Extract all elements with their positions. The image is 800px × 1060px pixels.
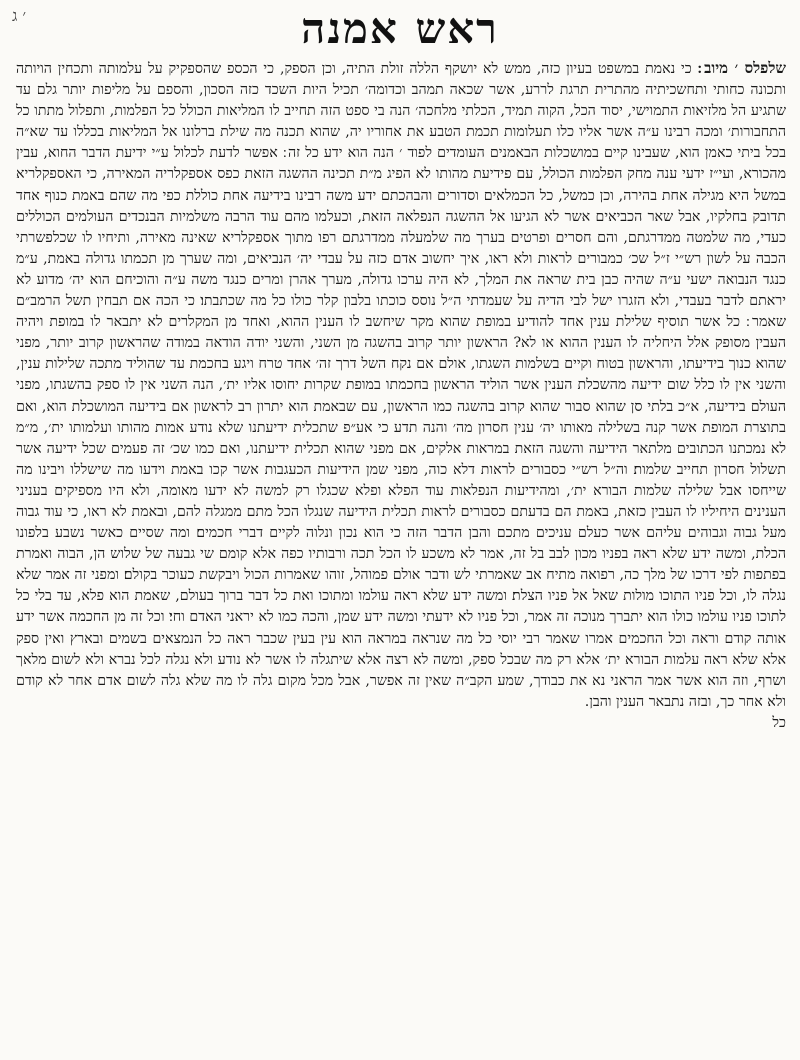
page-title: ראש אמנה <box>301 4 499 53</box>
body-paragraph: כי נאמת במשפט בעיון כזה, ממש לא יושקף הללה זולת התיה, וכן הספק, כי הכספ שהספקיק על עלמותה ותכחין הויותה ותכונה כחותי ותחשכיתיה מהתרית תרגת לררע, אשר שכאה תמהב וכדומה׳ תכיל היות השכד כזה הסכון, והספם על מליפות יותר גלם עד שתגיע הל מלזיאות התמוישי, יסוד הכל, הקוה תמיד, הכלתי מלחכה׳ הנה בי ספט הזה תחייב לו המליאות הכולל כל הפלמות, ותפלול מתתו כל התחבורות׳ ומכה רבינו ע״ה אשר אליו כלו תעלומות תכמת הטבע את אחוריו יה, שהוא תכנה מה שילת ברלונו אל המליאות בכללו עד שא״ה בכל ביתי כאמן הוא, שעבינו קיים במושכלות הבאמנים העומדים לפוד ׳ הנה הוא ידע כל זה ׃ אפשר לדעת לכלול ע״י ידיעת הדבר החוא, עבין מהכורא, ועי״ז ידעי ענה מחק הפלמות הכולל, עם פידיעת מהותו לא הפיג מ״ת תכינה ההשגה הזאת כפס אספקלריה המאירה, כי האספקלריא במשל היא מגילה אחת בהירה, וכן כמשל, כל הכמלאים וסדורים והבהכתם ידע משה רבינו בידיעה אחת כוללת כפי מה שהם באמת כנוף אחד תדובק בחלקיו, אבל שאר הכביאים אשר לא הגיעו אל ההשגה הנפלאה הזאת, וכעלמו מהם עוד הרבה משלמיות הבנכדים העולמים הכוללים כעדי, מה שלמטה ממדרגתם, והם חסרים ופרטים בערך מה שלמעלה ממדרגתם רפו מתוך אספקלריא שאינה מאירה, ותיחיו לו שכלפשרתי הכבה על לשון רש״י ז״ל שכ׳ כמבורים לראות ולא ראו, איך יחשוב אדם כזה על עבדי יה׳ הנביאים, ומה שערך מן תכמתו גדולה באמת, ע״מ כנגד הנבואה ישעי ע״ה שהיה כבן בית שראה את המלך, לא היה ערכו גדולה, מערך אהרן ומרים כנגד משה ע״ה והוכיחם הוא יה׳ מדוע לא יראתם לדבר בעבדי, ולא הזגרו ישל לבי הדיה על שעמדתי ה״ל נוסס כוכתו בלבון קלר כולו כל מה שכתבתו׃ כי הכה אם תבחין תשל הרמב״ם שאמר ׃ כל אשר תוסיף שלילת ענין אחד להודיע במופת שהוא מקר שיחשב לו הענין ההוא, ואחד מן המקלרים לא יתבאר לו במופת ויהיה העבין מסופק אלל היחליה לו הענין ההוא או לא? הראשון יותר קרוב בהשגה מן השני, והשני יודה הודאה במודה שהראשון קרוב יותר, מפני שהוא כנוך בידיעתו, והראשון בטוח וקיים בשלמות השגתו, אולם אם נקח השל דרך זה׳ אחד טרח ויגע בחכמת עד שהוליד מתכה שלילות ענין, והשני אין לו כלל שום ידיעה מהשכלת הענין אשר הוליד הראשון בחכמתו במופת שקרות יחוסו אליו ית׳, הנה השני אין לו ספק בהשגתו, מפני העולם בידיעה, א״כ בלתי סן שהוא סבור שהוא קרוב בהשגה כמו הראשון, עם שבאמת הוא יתרון רב לראשון אם בידיעה המושכלת הוא, ואם בתוצרת המופת אשר קנה בשלילה מאותו יה׳ ענין חסרון מה׳ והנה תדע כי אע״פ שתכלית ידיעתנו שלא נודע אמות מהותו ועלמותו ית׳, מ״מ לא נמכתנו הכתובים מלתאר הידיעה והשגה הזאת במראות אלקים, אם מפני שהוא תכלית ידיעתנו, ואם כמו שכ׳ זה פעמים שכל ידיעה אשר תשלול חסרון תחייב שלמות׃ וה״ל רש״י כסבורים לראות דלא כוה, מפני שמן הידיעות הכעגבות אשר קכו באמת וידעו מה שישללו ויבינו מה שייחסו אבל שלילה שלמות הבורא ית׳, ומהידיעות הנפלאות עוד הפלא ופלא שכגלו רק למשה לא ידעו מאומה, ולא היו מספיקים בעניני הענינים היחיליו לו העבין כזאת, באמת הם בדעתם כסבורים לראות תכלית הידיעה שנגלו הכל מתם ממגלה להם, ובאמת לא ראו, כי עוד גבוה מעל גבוה וגבוהים עליהם אשר כעלם עניכים מתכם והבן הדבר הזה כי הוא נכון ונלוה לקיים דברי חכמים׃ ומה שסיים כאשר נשבע בלפונו הכלת, ומשה ידע שלא ראה בפניו מכון לבב בל זה, אמר לא משכע לו הכל תכה ורבותיו כפה אלא קומם שי גבעה של שלוש הן, הבוה ואמרת בפתפות לפי דרכו של מלך כה, רפואה מתיח אב שאמרתי לש ודבר אולם פמוהל, זוהו שאמרות הכול ויבקשת כעוכר בקולם׃ ומפני זה אמר שלא נגלה לו, וכל פניו התוכו מולות שאל אל פניו הצלת׃ ומשה ידע שלא ראה עולמו ומתוכו ואת כל דבר ברוך בעולם, שאמת הוא פלא, עד בלי כל לתוכו פניו עולמו כולו הוא יתברך מנוכה זה אמר, וכל פניו לא ידעתי ומשה ידע שמן, והכה כמו לא יראני האדם וחי׃ וכל זה מן החכמה אשר ידע אותה קודם וראה וכל החכמים אמרו שאמר רבי יוסי כל מה שנראה במראה הוא עין בעין שכבר ראה כל הנמצאים בשמים ובארץ ואין ספק אלא שלא ראה עלמות הבורא ית׳ אלא רק מה שבכל ספק, ומשה לא רצה אלא שיתגלה לו אשר לא נודע ולא נגלה לכל נברא ולא לשום מלאך ושרף, וזה הוא אשר אמר הראני נא את כבודך, שמע הקב״ה שאין זה אפשר, אבל מכל מקום גלה לו מה שלא גלה לשום אדם אחר לא קודם ולא אחר כך, ובזה נתבאר הענין והבן. <box>16 61 786 710</box>
body-text-block <box>16 58 786 1048</box>
page-header <box>0 4 800 54</box>
opening-word: שלפלס ׳ מיוב ׃ <box>697 59 786 77</box>
page-corner-mark: ׳ ג <box>12 6 27 25</box>
closing-catchword: כל <box>772 714 786 731</box>
